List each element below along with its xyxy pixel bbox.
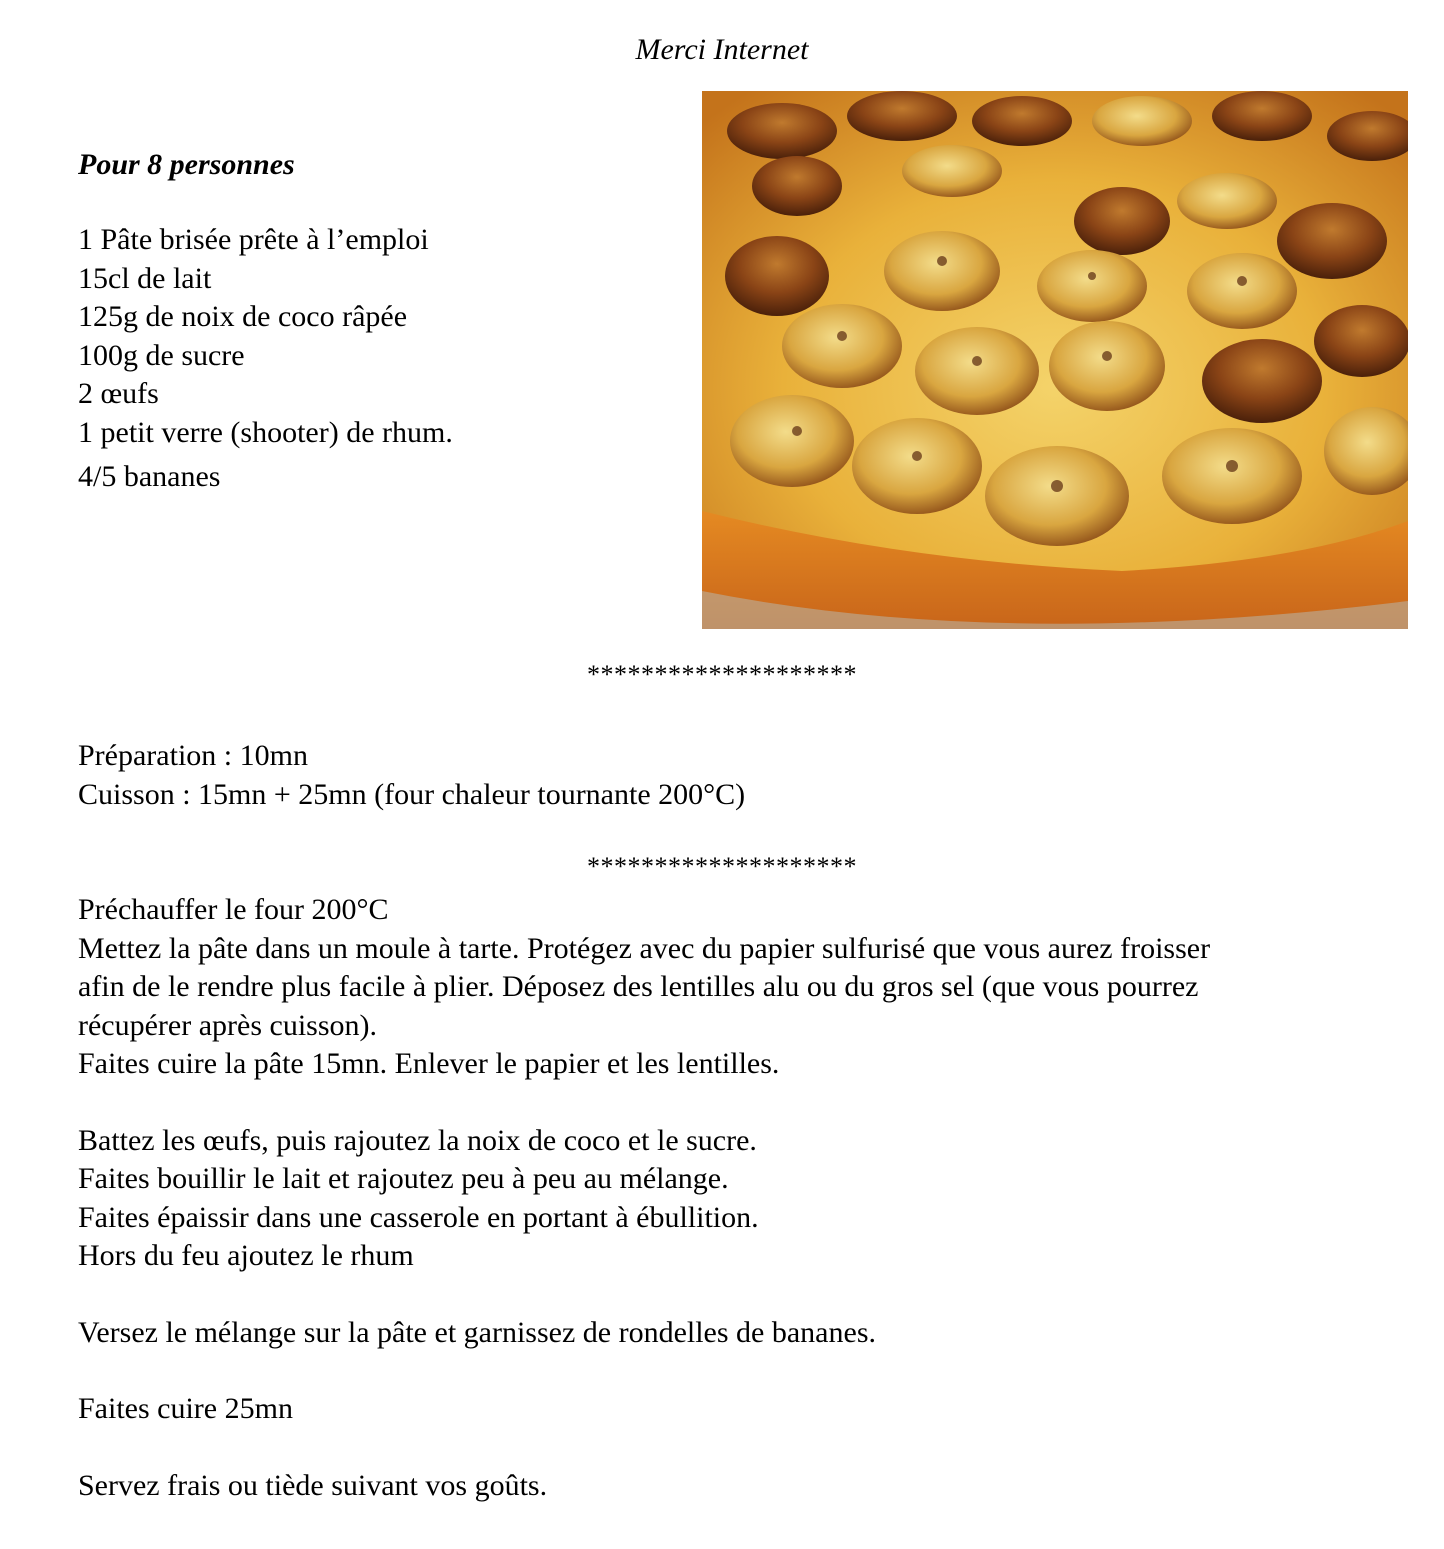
preparation-time: Préparation : 10mn (78, 739, 308, 772)
ingredient-item: 15cl de lait (78, 261, 212, 295)
step-blind-bake-line: récupérer après cuisson). (78, 1008, 378, 1042)
credit-header: Merci Internet (635, 33, 809, 66)
instructions-section (78, 891, 1398, 1505)
ingredient-item: 125g de noix de coco râpée (78, 300, 408, 333)
ingredient-item: 1 Pâte brisée prête à l’emploi (78, 223, 429, 256)
step-blind-bake-line: Mettez la pâte dans un moule à tarte. Protégez avec du papier sulfurisé que vous aurez froisser (78, 931, 1211, 965)
step-boil-milk: Faites bouillir le lait et rajoutez peu à peu au mélange. (78, 1162, 729, 1195)
ingredient-item: 2 œufs (78, 377, 159, 410)
separator-stars: ******************** (587, 852, 857, 881)
step-add-rum: Hors du feu ajoutez le rhum (78, 1239, 414, 1272)
step-thicken: Faites épaissir dans une casserole en portant à ébullition. (78, 1200, 759, 1234)
ingredient-item: 1 petit verre (shooter) de rhum. (78, 415, 453, 449)
cooking-time: Cuisson : 15mn + 25mn (four chaleur tournante 200°C) (78, 777, 746, 811)
step-assemble: Versez le mélange sur la pâte et garnissez de rondelles de bananes. (78, 1315, 876, 1349)
step-bake-final: Faites cuire 25mn (78, 1392, 293, 1425)
step-bake-crust: Faites cuire la pâte 15mn. Enlever le papier et les lentilles. (78, 1047, 780, 1080)
separator-stars: ******************** (587, 660, 857, 689)
step-preheat: Préchauffer le four 200°C (78, 893, 389, 926)
step-blind-bake-line: afin de le rendre plus facile à plier. Déposez des lentilles alu ou du gros sel (que vous pourrez (78, 970, 1199, 1003)
step-beat-eggs: Battez les œufs, puis rajoutez la noix de coco et le sucre. (78, 1123, 757, 1157)
servings-heading: Pour 8 personnes (78, 148, 295, 181)
timing-section (78, 737, 1398, 814)
ingredient-item: 100g de sucre (78, 338, 245, 372)
ingredient-item: 4/5 bananes (78, 460, 221, 493)
tart-photo (702, 91, 1408, 629)
step-serve: Servez frais ou tiède suivant vos goûts. (78, 1468, 548, 1502)
ingredients-section (78, 145, 678, 497)
